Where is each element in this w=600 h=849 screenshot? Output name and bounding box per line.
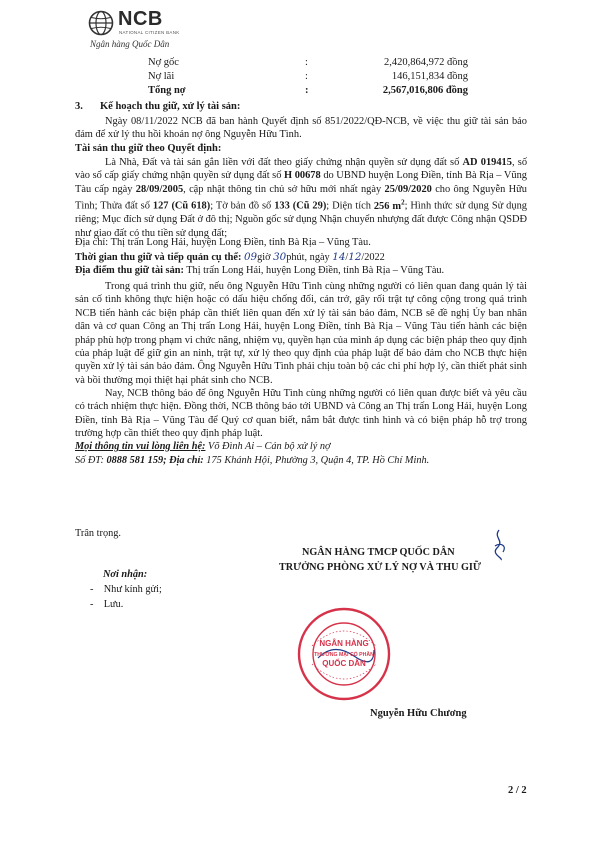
asset-heading: Tài sản thu giữ theo Quyết định:: [75, 143, 222, 154]
company-seal: [296, 606, 392, 702]
globe-icon: [88, 10, 114, 36]
closing-text: Trân trọng.: [75, 528, 121, 539]
asset-address: Địa chỉ: Thị trấn Long Hải, huyện Long Điền, tỉnh Bà Rịa – Vũng Tàu.: [75, 237, 371, 248]
notice-paragraph: Nay, NCB thông báo để ông Nguyễn Hữu Tình cùng những người có liên quan được biết và yêu cầu có trách nhiệm thực hiện. Đồng thời, NCB thông báo tới UBND và Công an Thị trấn Long Hải, huyện Long Điền, tỉnh Bà Rịa – Vũng Tàu để Quý cơ quan biết, nắm bắt được tình hình và có biện pháp hỗ trợ trong trường hợp cần thiết theo quy định pháp luật.: [75, 388, 527, 440]
contact-label: Mọi thông tin vui lòng liên hệ:: [75, 441, 206, 452]
handwritten-hour: 09: [243, 251, 258, 263]
schedule-time: Thời gian thu giữ và tiếp quản cụ thể: 09giờ 30phút, ngày 14/12/2022: [75, 251, 385, 263]
handwritten-month: 12: [348, 251, 362, 263]
contact-phone: 0888 581 159: [103, 455, 164, 466]
logo-brand: NCB: [118, 8, 163, 30]
signature-org: NGÂN HÀNG TMCP QUỐC DÂN: [302, 547, 455, 558]
svg-text:NGÂN HÀNG: NGÂN HÀNG: [319, 639, 369, 648]
recipient-item: - Lưu.: [90, 599, 124, 610]
ncb-logo: [88, 8, 228, 48]
handwritten-day: 14: [332, 251, 346, 263]
debt-label: Nợ lãi: [148, 71, 175, 82]
handwritten-minute: 30: [273, 251, 287, 263]
time-label: Thời gian thu giữ và tiếp quản cụ thể:: [75, 252, 242, 263]
place-label: Địa điểm thu giữ tài sản:: [75, 265, 184, 276]
contact-line: Mọi thông tin vui lòng liên hệ: Võ Đình Ai – Cán bộ xử lý nợ: [75, 441, 331, 452]
debt-colon: :: [305, 57, 308, 68]
process-paragraph: Trong quá trình thu giữ, nếu ông Nguyễn Hữu Tình cùng những người có liên quan đang quản lý tài sản cố tình không thực hiện hoặc có dấu hiệu chống đối, cản trở, gây rối trật tự công cộng trong quá trình NCB tiến hành các biện pháp cần thiết liên quan đến xử lý tài sản bảo đảm, NCB sẽ đề nghị Ủy ban nhân dân và cơ quan Công an Thị trấn Long Hải, huyện Long Điền, tỉnh Bà Rịa – Vũng Tàu tiến hành các biện pháp phù hợp trong phạm vi chức năng, nhiệm vụ, quyền hạn của mình áp dụng các biện pháp theo quy định của pháp luật để giữ gìn an ninh, trật tự, xử lý theo quy định của pháp luật để bảo đảm cho NCB thực hiện quyền xử lý tài sản bảo đảm. Ông Nguyễn Hữu Tình phải chịu toàn bộ các chi phí hợp lý, cần thiết phát sinh và bồi thường mọi thiệt hại phát sinh cho NCB.: [75, 281, 527, 386]
svg-text:QUỐC DÂN: QUỐC DÂN: [322, 659, 366, 668]
recipient-item: - Như kính gửi;: [90, 584, 162, 595]
signature-mark-icon: [485, 528, 515, 562]
section-intro: Ngày 08/11/2022 NCB đã ban hành Quyết định số 851/2022/QĐ-NCB, về việc thu giữ tài sản bảo đảm để xử lý thu hồi khoản nợ ông Nguyễn Hữu Tình.: [75, 116, 527, 141]
debt-label: Tổng nợ: [148, 85, 186, 96]
section-title: Kế hoạch thu giữ, xử lý tài sản:: [100, 101, 241, 112]
map-number: 133 (Cũ 29): [274, 200, 327, 212]
asset-description: Là Nhà, Đất và tài sản gắn liền với đất theo giấy chứng nhận quyền sử dụng đất số AD 019415, số vào sổ cấp giấy chứng nhận quyền sử dụng đất số H 00678 do UBND huyện Long Điền, tỉnh Bà Rịa – Vũng Tàu cấp ngày 28/09/2005, cập nhật thông tin chủ sở hữu mới nhất ngày 25/09/2020 cho ông Nguyễn Hữu Tình; Thửa đất số 127 (Cũ 618); Tờ bản đồ số 133 (Cũ 29); Diện tích 256 $m^2$; Hình thức sử dụng Sử dụng riêng; Mục đích sử dụng Đất ở đô thị; Nguồn gốc sử dụng Nhận chuyển nhượng đất được Công nhận QSDĐ như giao đất có thu tiền sử dụng đất;: [75, 157, 528, 239]
logo-script-name: Ngân hàng Quốc Dân: [90, 39, 170, 49]
debt-value: 2,567,016,806 đồng: [382, 85, 468, 96]
contact-phone-address: Số ĐT: 0888 581 159; Địa chỉ: 175 Khánh Hội, Phường 3, Quận 4, TP. Hồ Chí Minh.: [75, 455, 430, 466]
recipients-label: Nơi nhận:: [103, 569, 148, 580]
plot-number: 127 (Cũ 618): [152, 200, 211, 212]
signer-name: Nguyễn Hữu Chương: [370, 708, 467, 719]
debt-colon: :: [305, 71, 308, 82]
debt-label: Nợ gốc: [148, 57, 179, 68]
debt-value: 2,420,864,972 đồng: [384, 57, 468, 68]
page-number: 2 / 2: [508, 785, 527, 796]
debt-colon: :: [305, 85, 309, 96]
update-date: 25/09/2020: [384, 183, 432, 195]
section-number: 3.: [75, 101, 83, 112]
book-number: H 00678: [284, 170, 321, 182]
svg-text:THƯƠNG MẠI CỔ PHẦN: THƯƠNG MẠI CỔ PHẦN: [314, 652, 374, 658]
cert-number: AD 019415: [462, 157, 512, 168]
schedule-place: Địa điểm thu giữ tài sản: Thị trấn Long Hải, huyện Long Điền, tỉnh Bà Rịa – Vũng Tàu.: [75, 265, 445, 276]
signature-position: TRƯỞNG PHÒNG XỬ LÝ NỢ VÀ THU GIỮ: [279, 562, 481, 573]
debt-value: 146,151,834 đồng: [391, 71, 468, 82]
issue-date: 28/09/2005: [135, 183, 184, 195]
land-area: 256 $m^2$: [373, 198, 405, 212]
logo-subtitle: NATIONAL CITIZEN BANK: [119, 30, 180, 35]
